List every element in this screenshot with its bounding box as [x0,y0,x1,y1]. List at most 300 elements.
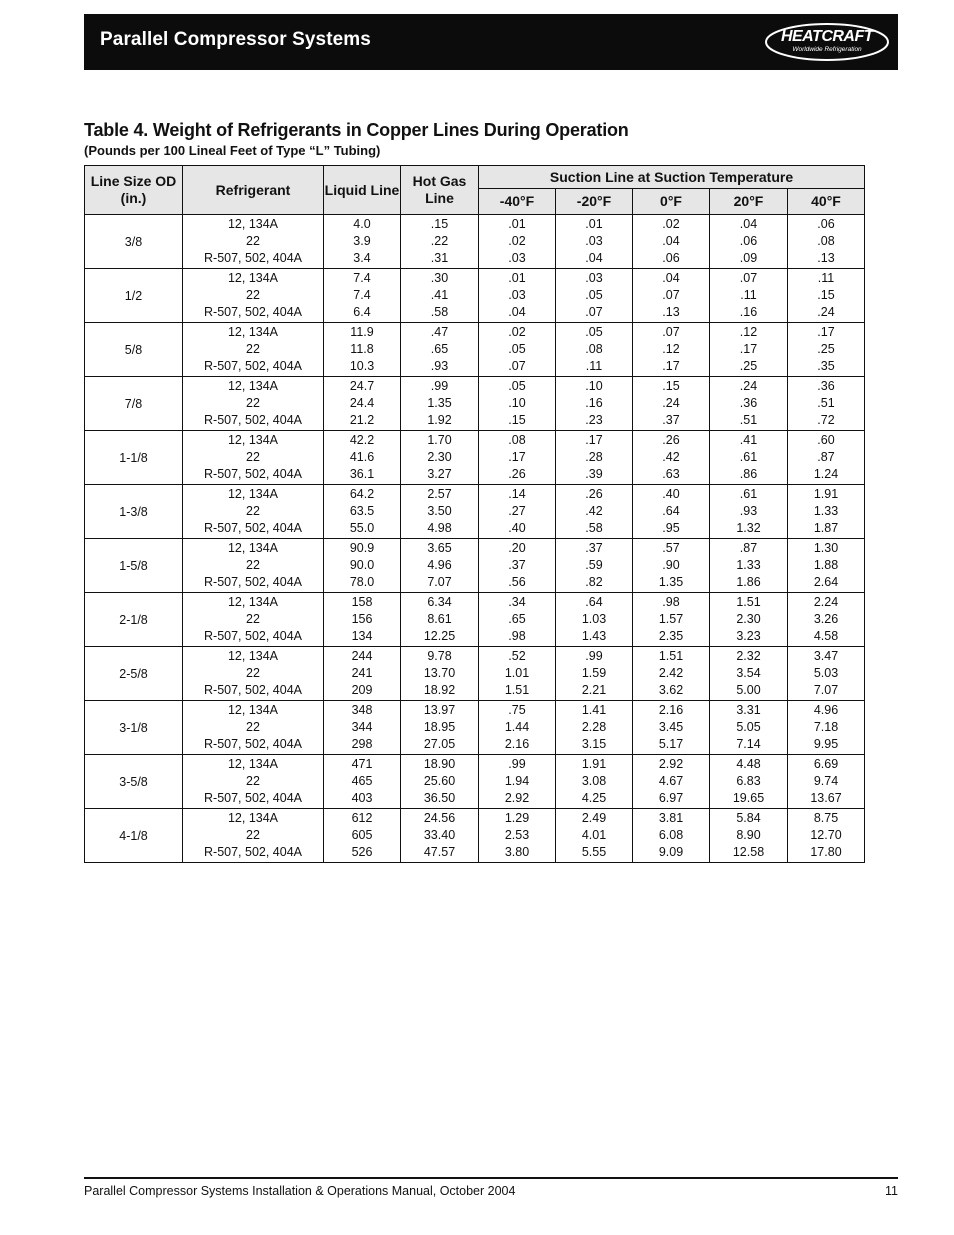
hot-gas-line-cell [401,539,479,593]
refrigerant-cell-value: 12, 134A [227,757,279,771]
suction-cell-value: .42 [585,504,603,518]
suction-cell [710,323,788,377]
suction-cell [556,377,633,431]
suction-cell [556,485,633,539]
header-temp: -20°F [556,189,633,215]
suction-cell [479,539,556,593]
liquid-line-cell-value: 348 [351,703,373,717]
suction-cell-value: .16 [739,305,758,319]
refrigerant-cell [183,593,324,647]
refrigerant-cell [183,809,324,863]
refrigerant-cell-value: 12, 134A [227,271,279,285]
suction-cell-value: 3.26 [813,612,839,626]
table-row [85,755,865,809]
table-row [85,269,865,323]
liquid-line-cell-value: 90.0 [349,558,375,572]
suction-cell-value: .37 [585,541,603,555]
refrigerant-cell-value: R-507, 502, 404A [204,521,302,535]
hot-gas-line-cell [401,323,479,377]
hot-gas-line-cell-value: .31 [430,251,449,265]
suction-cell-value: 9.74 [813,774,839,788]
suction-cell-value: .06 [817,217,835,231]
suction-cell-value: .25 [817,342,835,356]
hot-gas-line-cell [401,809,479,863]
suction-cell-value: .56 [508,575,526,589]
line-size-cell: 3-5/8 [85,755,183,809]
hot-gas-line-cell-value: .93 [430,359,449,373]
suction-cell-value: 4.58 [813,629,839,643]
refrigerant-cell-value: 12, 134A [227,379,279,393]
liquid-line-cell-value: 612 [351,811,373,825]
refrigerant-cell [183,431,324,485]
liquid-line-cell-value: 11.9 [350,325,374,339]
suction-cell [479,215,556,269]
suction-cell-value: 5.84 [736,811,761,825]
suction-cell-value: 1.91 [581,757,607,771]
suction-cell-value: 1.33 [813,504,839,518]
suction-cell [479,647,556,701]
hot-gas-line-cell-value: .65 [430,342,449,356]
suction-cell-value: 1.51 [658,649,684,663]
suction-cell [710,215,788,269]
suction-cell-value: .07 [739,271,758,285]
suction-cell-value: 2.42 [658,666,684,680]
suction-cell-value: 1.33 [736,558,761,572]
suction-cell-value: .35 [817,359,835,373]
suction-cell-value: 1.51 [504,683,530,697]
liquid-line-cell-value: 403 [351,791,373,805]
suction-cell-value: 4.01 [581,828,607,842]
table-row [85,485,865,539]
liquid-line-cell [324,323,401,377]
suction-cell-value: 5.05 [736,720,761,734]
hot-gas-line-cell-value: 18.90 [423,757,456,771]
suction-cell-value: .04 [739,217,758,231]
suction-cell-value: .25 [739,359,758,373]
liquid-line-cell-value: 78.0 [349,575,375,589]
suction-cell-value: 17.80 [810,845,842,859]
hot-gas-line-cell-value: 36.50 [423,791,456,805]
header-temp: -40°F [479,189,556,215]
suction-cell [633,539,710,593]
liquid-line-cell-value: 241 [351,666,373,680]
suction-cell-value: 2.28 [581,720,607,734]
liquid-line-cell-value: 344 [351,720,373,734]
suction-cell-value: 4.48 [736,757,761,771]
suction-cell-value: 1.29 [504,811,530,825]
liquid-line-cell-value: 134 [351,629,373,643]
liquid-line-cell [324,755,401,809]
hot-gas-line-cell-value: 1.70 [427,433,452,447]
suction-cell-value: .59 [585,558,603,572]
suction-cell-value: .34 [508,595,526,609]
suction-cell-value: .26 [508,467,526,481]
suction-cell-value: .86 [739,467,758,481]
table-subtitle: (Pounds per 100 Lineal Feet of Type “L” Tubing) [84,143,381,158]
suction-cell-value: 1.24 [813,467,839,481]
suction-cell [556,755,633,809]
suction-cell [556,647,633,701]
suction-cell-value: .13 [662,305,680,319]
hot-gas-line-cell-value: 1.35 [427,396,452,410]
suction-cell [633,485,710,539]
table-row [85,215,865,269]
suction-cell [788,377,865,431]
suction-cell-value: .08 [817,234,835,248]
suction-cell-value: .12 [662,342,680,356]
header-title: Parallel Compressor Systems [100,29,371,50]
suction-cell-value: .14 [508,487,526,501]
hot-gas-line-cell-value: .15 [430,217,449,231]
suction-cell-value: .72 [817,413,835,427]
suction-cell-value: .27 [508,504,526,518]
liquid-line-cell [324,701,401,755]
suction-cell-value: .64 [585,595,603,609]
liquid-line-cell-value: 21.2 [349,413,375,427]
suction-cell-value: .07 [662,325,680,339]
suction-cell [788,215,865,269]
hot-gas-line-cell [401,485,479,539]
suction-cell [633,323,710,377]
suction-cell-value: .99 [508,757,526,771]
suction-cell-value: .04 [662,271,680,285]
suction-cell-value: .40 [662,487,680,501]
suction-cell-value: .15 [508,413,526,427]
hot-gas-line-cell [401,215,479,269]
suction-cell-value: 1.94 [504,774,530,788]
suction-cell-value: 2.64 [813,575,839,589]
suction-cell-value: 12.70 [810,828,842,842]
suction-cell [788,323,865,377]
liquid-line-cell-value: 10.3 [349,359,375,373]
line-size-cell: 4-1/8 [85,809,183,863]
hot-gas-line-cell-value: 18.95 [423,720,456,734]
suction-cell [556,539,633,593]
suction-cell-value: .11 [817,271,835,285]
liquid-line-cell-value: 6.4 [353,305,371,319]
suction-cell-value: .63 [662,467,680,481]
suction-cell-value: 6.97 [658,791,684,805]
header-liquid-line: Liquid Line [324,166,401,215]
suction-cell [710,269,788,323]
hot-gas-line-cell-value: 24.56 [423,811,456,825]
suction-cell-value: 2.35 [658,629,684,643]
heatcraft-logo [764,22,890,62]
liquid-line-cell [324,647,401,701]
refrigerant-cell-value: 22 [246,558,260,572]
suction-cell-value: .03 [508,251,526,265]
suction-cell [633,593,710,647]
refrigerant-cell-value: 22 [246,342,260,356]
suction-cell-value: .02 [662,217,680,231]
table-row [85,431,865,485]
refrigerant-cell-value: 12, 134A [227,433,279,447]
liquid-line-cell-value: 11.8 [350,342,374,356]
suction-cell-value: 13.67 [810,791,842,805]
line-size-cell: 5/8 [85,323,183,377]
suction-cell [710,377,788,431]
suction-cell-value: .17 [817,325,835,339]
suction-cell-value: .24 [739,379,758,393]
refrigerant-cell-value: R-507, 502, 404A [204,683,302,697]
refrigerant-cell [183,485,324,539]
suction-cell-value: .05 [585,325,603,339]
suction-cell-value: .03 [585,271,603,285]
refrigerant-cell [183,755,324,809]
suction-cell [710,755,788,809]
suction-cell-value: .06 [739,234,758,248]
table-row [85,701,865,755]
suction-cell [788,755,865,809]
hot-gas-line-cell-value: 9.78 [427,649,452,663]
suction-cell-value: 1.32 [736,521,761,535]
refrigerant-cell-value: 22 [246,720,260,734]
refrigerant-cell-value: R-507, 502, 404A [204,575,302,589]
suction-cell [479,755,556,809]
refrigerant-cell-value: R-507, 502, 404A [204,737,302,751]
line-size-cell: 1/2 [85,269,183,323]
suction-cell [788,269,865,323]
logo-tagline: Worldwide Refrigeration [792,46,862,53]
suction-cell-value: 1.51 [736,595,761,609]
suction-cell-value: .64 [662,504,680,518]
suction-cell-value: .82 [585,575,603,589]
suction-cell-value: 6.08 [658,828,684,842]
liquid-line-cell-value: 4.0 [353,217,371,231]
liquid-line-cell [324,431,401,485]
suction-cell [710,485,788,539]
suction-cell-value: .10 [585,379,603,393]
suction-cell-value: 3.54 [736,666,761,680]
refrigerant-cell-value: R-507, 502, 404A [204,629,302,643]
suction-cell-value: 1.57 [658,612,684,626]
suction-cell-value: 5.17 [658,737,684,751]
suction-cell-value: 2.92 [504,791,530,805]
suction-cell-value: .95 [662,521,680,535]
suction-cell-value: .07 [508,359,526,373]
suction-cell [479,323,556,377]
suction-cell [788,431,865,485]
suction-cell-value: .28 [585,450,603,464]
suction-cell-value: 4.67 [658,774,684,788]
hot-gas-line-cell-value: 7.07 [427,575,452,589]
suction-cell-value: 6.83 [736,774,761,788]
suction-cell-value: .36 [817,379,835,393]
suction-cell-value: .41 [739,433,758,447]
suction-cell-value: .37 [508,558,526,572]
suction-cell-value: .08 [508,433,526,447]
suction-cell [556,809,633,863]
suction-cell-value: .15 [662,379,680,393]
liquid-line-cell-value: 7.4 [353,288,371,302]
suction-cell-value: 3.81 [658,811,684,825]
hot-gas-line-cell-value: 18.92 [423,683,456,697]
suction-cell-value: 8.90 [736,828,761,842]
suction-cell-value: 9.95 [813,737,839,751]
hot-gas-line-cell [401,269,479,323]
suction-cell-value: .87 [739,541,758,555]
suction-cell-value: 2.30 [736,612,761,626]
suction-cell-value: .04 [508,305,526,319]
suction-cell-value: 9.09 [658,845,684,859]
liquid-line-cell [324,215,401,269]
line-size-cell: 7/8 [85,377,183,431]
refrigerant-cell [183,647,324,701]
suction-cell-value: .61 [739,450,758,464]
liquid-line-cell-value: 36.1 [349,467,375,481]
suction-cell-value: 1.30 [813,541,839,555]
liquid-line-cell-value: 3.4 [353,251,371,265]
hot-gas-line-cell-value: 13.97 [423,703,456,717]
suction-cell-value: .07 [662,288,680,302]
hot-gas-line-cell-value: 8.61 [427,612,452,626]
liquid-line-cell [324,377,401,431]
hot-gas-line-cell-value: 33.40 [423,828,456,842]
liquid-line-cell-value: 605 [351,828,373,842]
header-refrigerant: Refrigerant [183,166,324,215]
suction-cell-value: 19.65 [732,791,765,805]
refrigerant-cell-value: R-507, 502, 404A [204,359,302,373]
suction-cell-value: .37 [662,413,680,427]
refrigerant-cell [183,377,324,431]
refrigerant-cell-value: 22 [246,666,260,680]
suction-cell [479,377,556,431]
refrigerant-cell-value: R-507, 502, 404A [204,413,302,427]
line-size-cell: 2-1/8 [85,593,183,647]
refrigerant-cell [183,269,324,323]
suction-cell-value: .93 [739,504,758,518]
suction-cell-value: .04 [662,234,680,248]
suction-cell-value: 3.23 [736,629,761,643]
refrigerant-cell-value: 12, 134A [227,325,279,339]
suction-cell-value: 3.62 [658,683,684,697]
suction-cell [479,701,556,755]
suction-cell-value: .03 [585,234,603,248]
line-size-cell: 1-1/8 [85,431,183,485]
liquid-line-cell [324,269,401,323]
liquid-line-cell-value: 158 [351,595,373,609]
table-row [85,647,865,701]
suction-cell-value: .87 [817,450,835,464]
suction-cell-value: 4.25 [581,791,607,805]
suction-cell [556,323,633,377]
suction-cell [710,809,788,863]
suction-cell-value: .01 [585,217,603,231]
hot-gas-line-cell-value: 27.05 [423,737,456,751]
refrigerant-cell-value: 22 [246,504,260,518]
header-hot-gas-line: Hot Gas Line [401,166,479,215]
suction-cell-value: 6.69 [813,757,839,771]
suction-cell-value: 1.91 [813,487,839,501]
suction-cell-value: 2.49 [581,811,607,825]
suction-cell-value: 1.44 [504,720,530,734]
hot-gas-line-cell-value: .41 [430,288,449,302]
liquid-line-cell-value: 41.6 [349,450,375,464]
suction-cell-value: .06 [662,251,680,265]
liquid-line-cell-value: 24.7 [349,379,375,393]
refrigerant-cell-value: R-507, 502, 404A [204,791,302,805]
suction-cell [556,701,633,755]
suction-cell-value: .04 [585,251,603,265]
suction-cell-value: .17 [585,433,603,447]
suction-cell-value: .36 [739,396,758,410]
suction-cell-value: 5.03 [813,666,839,680]
hot-gas-line-cell [401,593,479,647]
line-size-cell: 3-1/8 [85,701,183,755]
suction-cell [479,809,556,863]
hot-gas-line-cell-value: 2.57 [427,487,452,501]
suction-cell [788,485,865,539]
hot-gas-line-cell-value: 4.96 [427,558,452,572]
suction-cell-value: .98 [662,595,680,609]
suction-cell [710,647,788,701]
suction-cell-value: 7.14 [736,737,761,751]
hot-gas-line-cell-value: 4.98 [427,521,452,535]
suction-cell-value: 3.08 [581,774,607,788]
suction-cell-value: .23 [585,413,603,427]
refrigerant-cell-value: 12, 134A [227,217,279,231]
liquid-line-cell-value: 156 [351,612,373,626]
suction-cell-value: 2.24 [813,595,839,609]
liquid-line-cell-value: 471 [351,757,373,771]
suction-cell-value: .57 [662,541,680,555]
suction-cell-value: 3.45 [658,720,684,734]
liquid-line-cell-value: 3.9 [353,234,371,248]
hot-gas-line-cell [401,701,479,755]
refrigerant-cell [183,701,324,755]
suction-cell [788,809,865,863]
suction-cell-value: .99 [585,649,603,663]
suction-cell [556,269,633,323]
footer-rule [84,1177,898,1179]
suction-cell-value: .07 [585,305,603,319]
suction-cell-value: .24 [817,305,835,319]
suction-cell-value: 2.32 [736,649,761,663]
suction-cell-value: 2.21 [581,683,607,697]
refrigerant-cell-value: 22 [246,612,260,626]
hot-gas-line-cell-value: .47 [430,325,449,339]
suction-cell-value: .65 [508,612,526,626]
suction-cell-value: 1.41 [581,703,607,717]
suction-cell-value: 3.80 [504,845,530,859]
suction-cell-value: .16 [585,396,603,410]
suction-cell-value: 3.15 [581,737,607,751]
liquid-line-cell [324,809,401,863]
suction-cell [788,593,865,647]
line-size-cell: 1-3/8 [85,485,183,539]
suction-cell-value: .90 [662,558,680,572]
suction-cell-value: 7.07 [813,683,839,697]
suction-cell [633,809,710,863]
suction-cell-value: 2.92 [658,757,684,771]
liquid-line-cell-value: 64.2 [349,487,375,501]
table-row [85,593,865,647]
hot-gas-line-cell-value: 3.50 [427,504,452,518]
liquid-line-cell-value: 55.0 [349,521,375,535]
suction-cell-value: 5.00 [736,683,761,697]
suction-cell [633,215,710,269]
suction-cell-value: 1.35 [658,575,684,589]
suction-cell-value: .12 [739,325,758,339]
suction-cell [633,701,710,755]
suction-cell-value: .52 [508,649,526,663]
suction-cell-value: .13 [817,251,835,265]
hot-gas-line-cell-value: .22 [430,234,449,248]
hot-gas-line-cell-value: 6.34 [427,595,452,609]
suction-cell-value: .08 [585,342,603,356]
suction-cell [556,215,633,269]
suction-cell-value: 2.16 [658,703,684,717]
